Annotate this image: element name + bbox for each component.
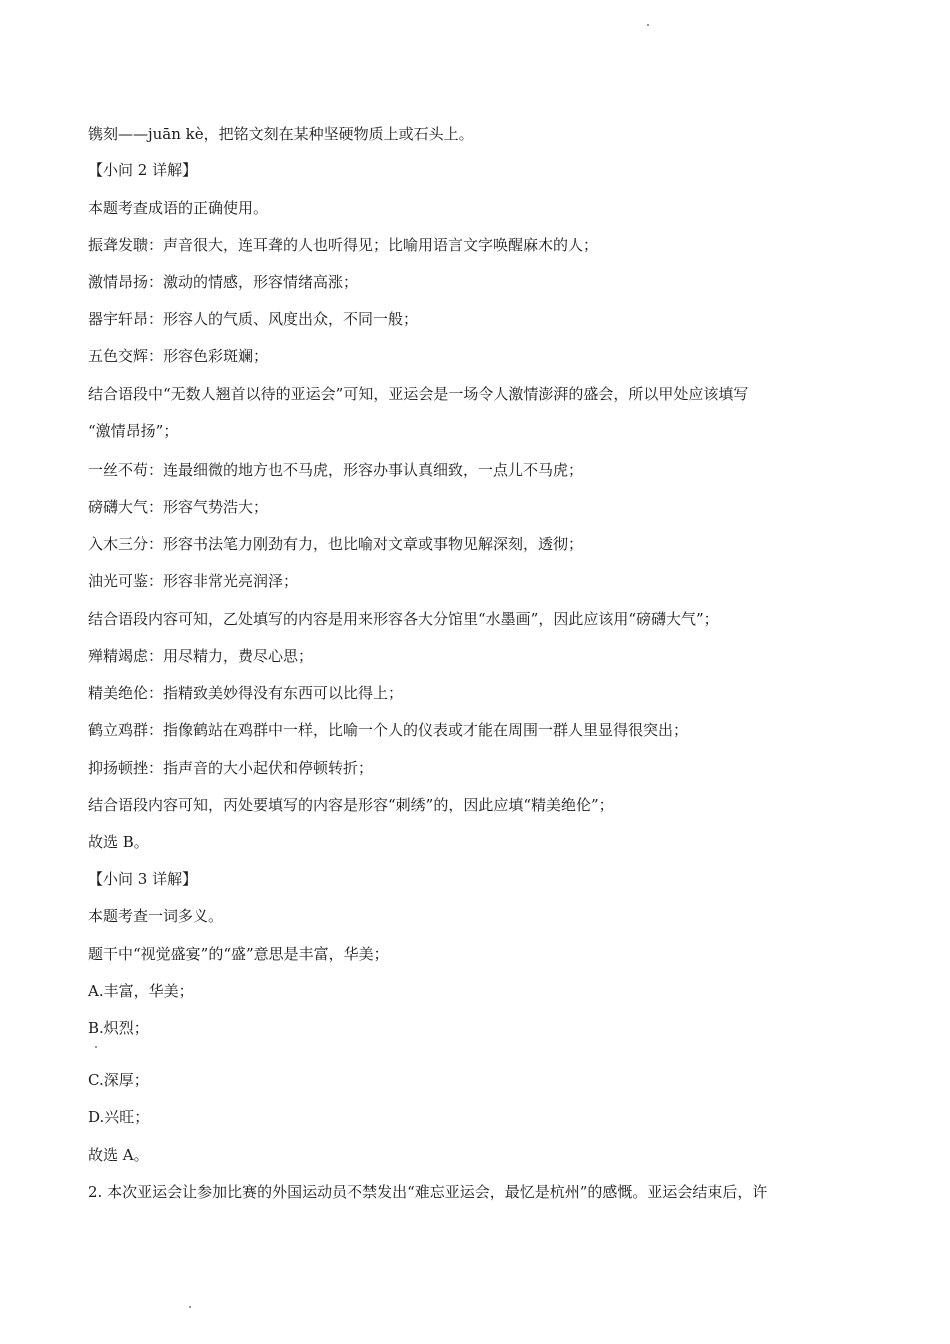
question-line: 2. 本次亚运会让参加比赛的外国运动员不禁发出“难忘亚运会，最忆是杭州”的感慨。亚运会结束后，许 xyxy=(88,1183,768,1201)
text-line: 故选 B。 xyxy=(88,833,149,851)
text-line: 五色交辉：形容色彩斑斓； xyxy=(88,347,269,365)
scan-speck xyxy=(647,24,649,26)
text-line: “激情昂扬”； xyxy=(88,422,179,440)
section-heading: 【小问 3 详解】 xyxy=(88,870,198,888)
scan-speck xyxy=(189,1306,191,1308)
text-line: 故选 A。 xyxy=(88,1146,149,1164)
text-line: 入木三分：形容书法笔力刚劲有力，也比喻对文章或事物见解深刻，透彻； xyxy=(88,535,584,553)
text-line: 一丝不苟：连最细微的地方也不马虎，形容办事认真细致，一点儿不马虎； xyxy=(88,461,584,479)
text-line: 殚精竭虑：用尽精力，费尽心思； xyxy=(88,647,314,665)
text-line: 磅礴大气：形容气势浩大； xyxy=(88,498,269,516)
text-line: 结合语段内容可知，丙处要填写的内容是形容“刺绣”的，因此应填“精美绝伦”； xyxy=(88,796,614,814)
option-line: C.深厚； xyxy=(88,1071,149,1089)
text-line: 结合语段中“无数人翘首以待的亚运会”可知，亚运会是一场令人激情澎湃的盛会，所以甲处应该填写 xyxy=(88,385,749,403)
text-line: 器宇轩昂：形容人的气质、风度出众，不同一般； xyxy=(88,310,419,328)
text-line: 油光可鉴：形容非常光亮润泽； xyxy=(88,572,299,590)
text-line: 本题考查一词多义。 xyxy=(88,907,224,925)
option-line: A.丰富，华美； xyxy=(88,982,194,1000)
text-line: 镌刻——juān kè，把铭文刻在某种坚硬物质上或石头上。 xyxy=(88,125,474,143)
option-line: B.炽烈； xyxy=(88,1019,149,1037)
scan-speck xyxy=(95,1046,97,1048)
section-heading: 【小问 2 详解】 xyxy=(88,161,198,179)
text-line: 振聋发聩：声音很大，连耳聋的人也听得见；比喻用语言文字唤醒麻木的人； xyxy=(88,236,599,254)
text-line: 精美绝伦：指精致美妙得没有东西可以比得上； xyxy=(88,684,404,702)
option-line: D.兴旺； xyxy=(88,1108,150,1126)
text-line: 题干中“视觉盛宴”的“盛”意思是丰富，华美； xyxy=(88,945,389,963)
text-line: 本题考查成语的正确使用。 xyxy=(88,199,269,217)
text-line: 结合语段内容可知，乙处填写的内容是用来形容各大分馆里“水墨画”，因此应该用“磅礴大气”； xyxy=(88,610,719,628)
text-line: 抑扬顿挫：指声音的大小起伏和停顿转折； xyxy=(88,759,374,777)
text-line: 激情昂扬：激动的情感，形容情绪高涨； xyxy=(88,273,359,291)
text-line: 鹤立鸡群：指像鹤站在鸡群中一样，比喻一个人的仪表或才能在周围一群人里显得很突出； xyxy=(88,721,689,739)
